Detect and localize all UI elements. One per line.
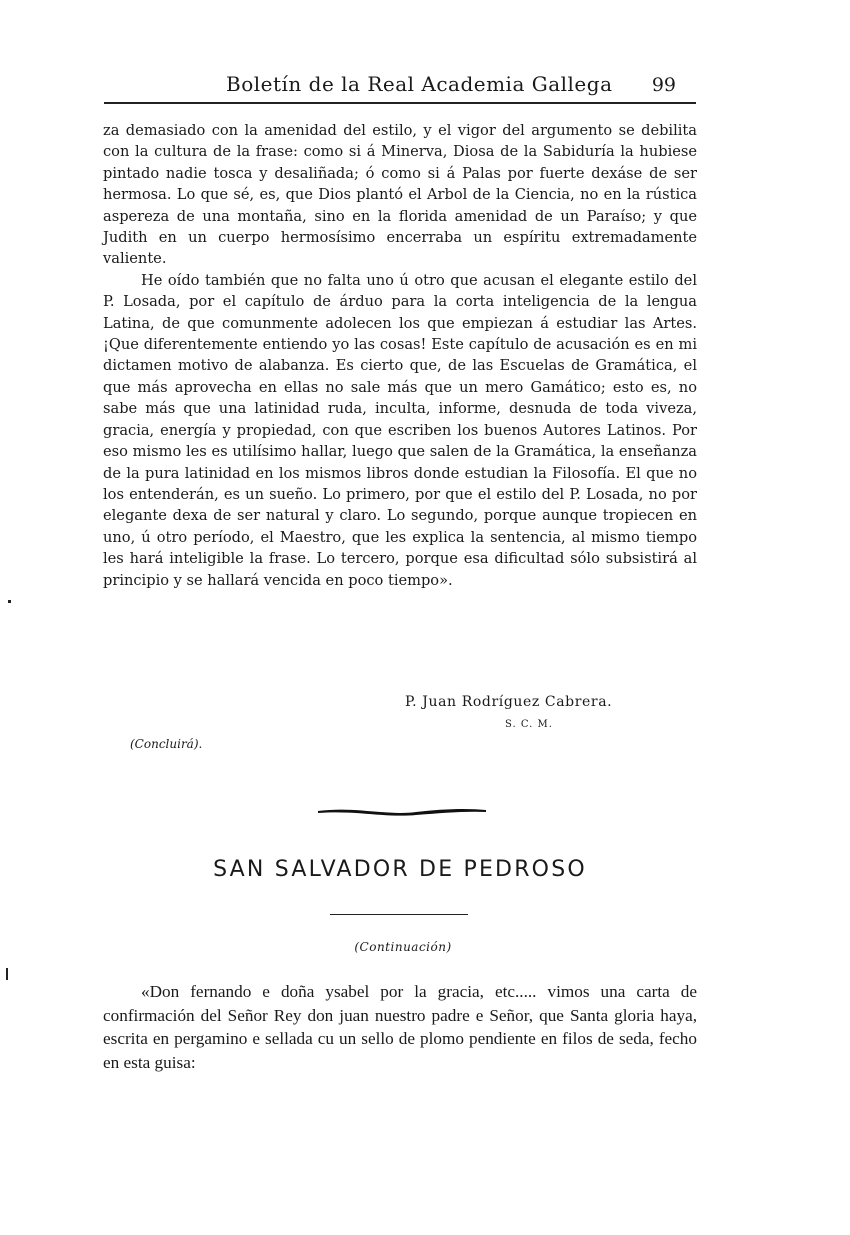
journal-title: Boletín de la Real Academia Gallega (226, 72, 613, 96)
author-affiliation: S. C. M. (505, 719, 553, 730)
page-number: 99 (651, 74, 676, 96)
section-subtitle: (Continuación) (354, 940, 452, 954)
paragraph: «Don fernando e doña ysabel por la gracia, etc..... vimos una carta de confirmación del Señor Rey don juan nuestro padre e Señor, que Santa gloria haya, escrita en pergamino e sellada cu un sello de plomo pendiente en filos de seda, fecho en esta guisa: (103, 982, 697, 1072)
paragraph: za demasiado con la amenidad del estilo, y el vigor del argumento se debilita con la cultura de la frase: como si á Minerva, Diosa de la Sabiduría la hubiese pintado nadie tosca y desaliñada; ó como si á Palas por fuerte dexáse de ser hermosa. Lo que sé, es, que Dios plantó el Arbol de la Ciencia, no en la rústica aspereza de una montaña, sino en la florida amenidad de un Paraíso; y que Judith en un cuerpo hermosísimo encerraba un espíritu extremadamente valiente. (103, 122, 697, 268)
title-underline (330, 914, 468, 915)
margin-speck (6, 968, 8, 980)
paragraph: He oído también que no falta uno ú otro que acusan el elegante estilo del P. Losada, por el capítulo de árduo para la corta inteligencia de la lengua Latina, de que comunmente adolecen los que empiezan á estudiar las Artes. ¡Que diferentemente entiendo yo las cosas! Este capítulo de acusación es en mi dictamen motivo de alabanza. Es cierto que, de las Escuelas de Gramática, el que más aprovecha en ellas no sale más que un mero Gamático; esto es, no sabe más que una latinidad ruda, inculta, informe, desnuda de toda viveza, gracia, energía y propiedad, con que escriben los buenos Autores Latinos. Por eso mismo les es utilísimo hallar, luego que salen de la Gramática, la enseñanza de la pura latinidad en los mismos libros donde estudian la Filosofía. El que no los entenderán, es un sueño. Lo primero, por que el estilo del P. Losada, no por elegante dexa de ser natural y claro. Lo segundo, porque aunque tropiecen en uno, ú otro período, el Maestro, que les explica la sentencia, al mismo tiempo les hará inteligible la frase. Lo tercero, porque esa dificultad sólo subsistirá al principio y se hallará vencida en poco tiempo». (103, 271, 697, 589)
article-body (103, 980, 697, 1074)
concluded-note: (Concluirá). (130, 737, 203, 751)
margin-speck (8, 600, 11, 603)
section-divider-swash (316, 802, 488, 820)
section-title: SAN SALVADOR DE PEDROSO (213, 857, 587, 882)
article-continued-text (103, 120, 697, 591)
running-header (104, 70, 696, 104)
header-rule (104, 102, 696, 104)
author-signature: P. Juan Rodríguez Cabrera. (405, 694, 613, 710)
